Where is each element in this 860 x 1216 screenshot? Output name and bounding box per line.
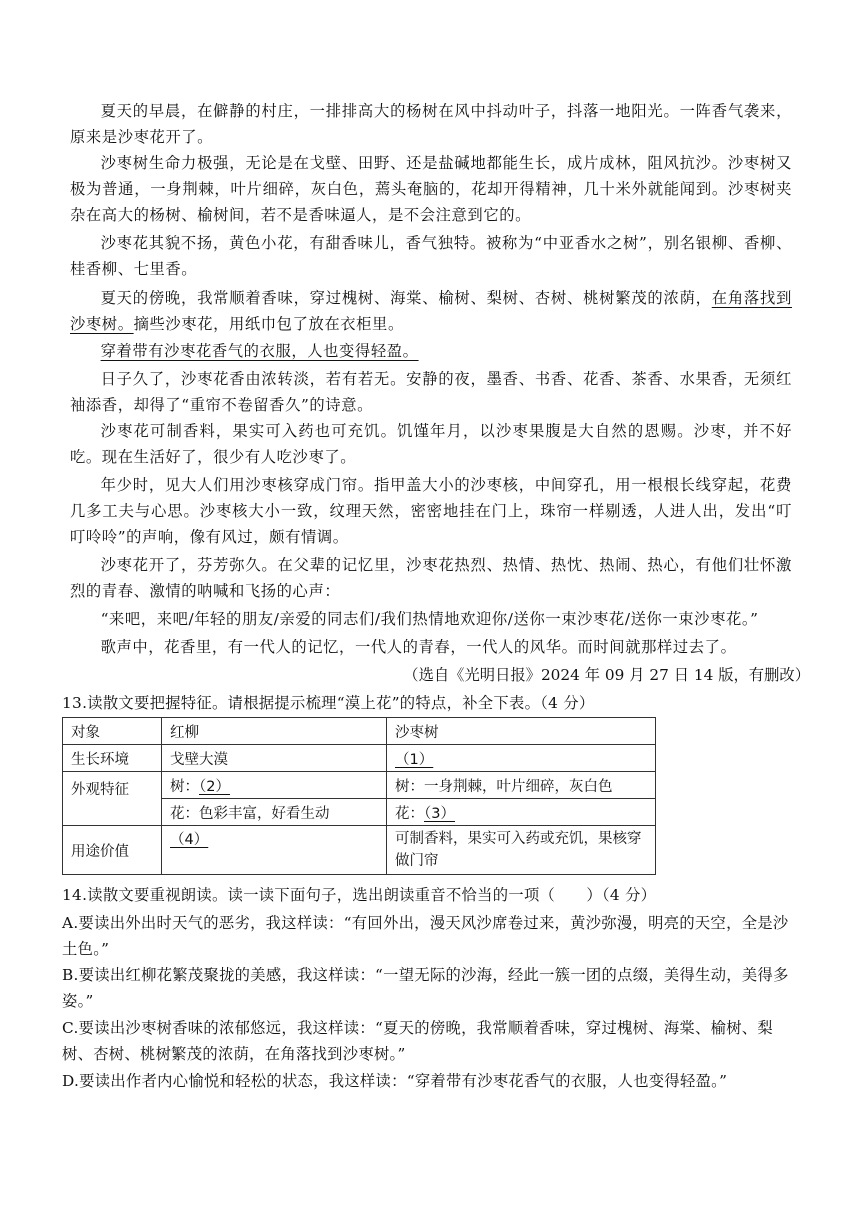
table-row	[63, 826, 656, 875]
answer-blank-3[interactable]	[387, 799, 656, 826]
passage-paragraph-1: 夏天的早晨，在僻静的村庄，一排排高大的杨树在风中抖动叶子，抖落一地阳光。一阵香气袭来，原来是沙枣花开了。	[70, 102, 792, 146]
passage-paragraph-5	[70, 338, 792, 364]
passage-paragraph-9: 沙枣花开了，芬芳弥久。在父辈的记忆里，沙枣花热烈、热情、热忱、热闹、热心，有他们壮怀激烈的青春、激情的呐喊和飞扬的心声：	[70, 556, 792, 600]
question-13-stem: 13.读散文要把握特征。请根据提示梳理“漠上花”的特点，补全下表。（4 分）	[62, 694, 595, 712]
answer-blank-4[interactable]	[162, 826, 387, 875]
passage-paragraph-2: 沙枣树生命力极强，无论是在戈壁、田野、还是盐碱地都能生长，成片成林，阻风抗沙。沙枣树又极为普通，一身荆棘，叶片细碎，灰白色，蔫头奄脑的，花却开得精神，几十米外就能闻到。沙枣树夹杂在高大的杨树、榆树间，若不是香味逼人，是不会注意到它的。	[70, 154, 792, 224]
blank-label: （3）	[424, 805, 455, 822]
answer-blank-1[interactable]	[387, 745, 656, 772]
blank-prefix: 花：	[395, 805, 424, 822]
option-a[interactable]: A.要读出外出时天气的恶劣，我这样读：“有回外出，漫天风沙席卷过来，黄沙弥漫，明亮的天空，全是沙土色。”	[62, 914, 789, 958]
table-row	[63, 745, 656, 772]
passage-paragraph-8: 年少时，见大人们用沙枣核穿成门帘。指甲盖大小的沙枣核，中间穿孔，用一根根长线穿起，花费几多工夫与心思。沙枣核大小一致，纹理天然，密密地挂在门上，珠帘一样剔透，人进人出，发出“叮叮呤呤”的声响，像有风过，颇有情调。	[70, 476, 792, 546]
underlined-sentence-1: 在角落找到沙枣树。	[70, 289, 792, 333]
table-cell: 可制香料，果实可入药或充饥，果核穿做门帘	[387, 826, 656, 875]
option-b[interactable]: B.要读出红柳花繁茂聚拢的美感，我这样读：“一望无际的沙海，经此一簇一团的点缀，美得生动，美得多姿。”	[62, 966, 789, 1010]
blank-prefix: 树：	[170, 778, 199, 795]
row-label: 外观特征	[63, 772, 162, 826]
question-14-stem: 14.读散文要重视朗读。读一读下面句子，选出朗读重音不恰当的一项（ ）（4 分）	[62, 886, 657, 904]
table-header-cell: 沙枣树	[387, 718, 656, 745]
table-header-cell: 对象	[63, 718, 162, 745]
table-cell: 花：色彩丰富，好看生动	[162, 799, 387, 826]
passage-paragraph-3: 沙枣花其貌不扬，黄色小花，有甜香味儿，香气独特。被称为“中亚香水之树”，别名银柳、香柳、桂香柳、七里香。	[70, 234, 792, 278]
table-cell: 戈壁大漠	[162, 745, 387, 772]
table-header-cell: 红柳	[162, 718, 387, 745]
answer-blank-2[interactable]	[162, 772, 387, 799]
paragraph-4-text: 夏天的傍晚，我常顺着香味，穿过槐树、海棠、榆树、梨树、杏树、桃树繁茂的浓荫，	[100, 289, 712, 307]
passage-song-lyrics: “来吧，来吧/年轻的朋友/亲爱的同志们/我们热情地欢迎你/送你一束沙枣花/送你一束沙枣花。”	[100, 610, 759, 628]
blank-label: （1）	[395, 751, 434, 768]
underlined-sentence-2: 穿着带有沙枣花香气的衣服，人也变得轻盈。	[100, 342, 419, 360]
blank-label: （4）	[170, 832, 209, 848]
option-d[interactable]: D.要读出作者内心愉悦和轻松的状态，我这样读：“穿着带有沙枣花香气的衣服，人也变得轻盈。”	[62, 1072, 728, 1090]
table-header-row	[63, 718, 656, 745]
question-13-table	[62, 717, 656, 875]
table-row	[63, 772, 656, 799]
passage-paragraph-11: 歌声中，花香里，有一代人的记忆，一代人的青春，一代人的风华。而时间就那样过去了。	[100, 638, 737, 656]
row-label: 用途价值	[63, 826, 162, 875]
passage-paragraph-4	[70, 285, 792, 337]
table-cell: 树：一身荆棘，叶片细碎，灰白色	[387, 772, 656, 799]
paragraph-4-tail: 摘些沙枣花，用纸巾包了放在衣柜里。	[133, 315, 404, 333]
option-c[interactable]: C.要读出沙枣树香味的浓郁悠远，我这样读：“夏天的傍晚，我常顺着香味，穿过槐树、海棠、榆树、梨树、杏树、桃树繁茂的浓荫，在角落找到沙枣树。”	[62, 1019, 774, 1063]
blank-label: （2）	[199, 778, 230, 795]
row-label: 生长环境	[63, 745, 162, 772]
passage-paragraph-7: 沙枣花可制香料，果实可入药也可充饥。饥馑年月，以沙枣果腹是大自然的恩赐。沙枣，并不好吃。现在生活好了，很少有人吃沙枣了。	[70, 422, 792, 466]
passage-source: （选自《光明日报》2024 年 09 月 27 日 14 版，有删改）	[403, 666, 810, 684]
passage-paragraph-6: 日子久了，沙枣花香由浓转淡，若有若无。安静的夜，墨香、书香、花香、茶香、水果香，无须红袖添香，却得了“重帘不卷留香久”的诗意。	[70, 370, 792, 414]
